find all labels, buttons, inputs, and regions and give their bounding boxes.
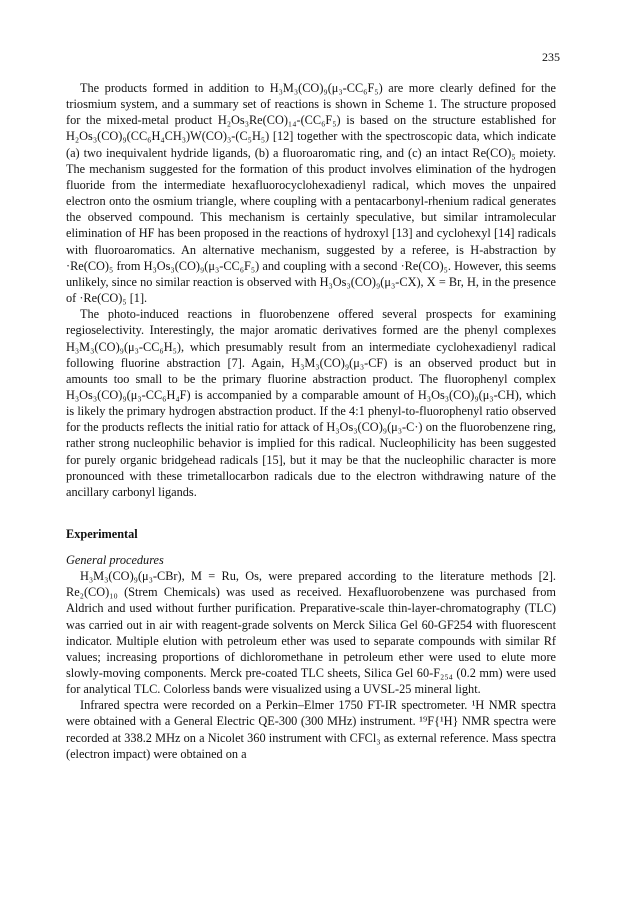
subsection-heading-general-procedures: General procedures — [66, 553, 164, 568]
paragraph-procedures: H₃M₃(CO)₉(μ₃-CBr), M = Ru, Os, were prepared according to the literature methods [2]. Re₂(CO)₁₀ (Strem Chemicals) was used as received. Hexafluorobenzene was purchased from Aldrich and used without further purification. Preparative-scale thin-layer-chromatography (TLC) was carried out in air with reagent-grade solvents on Merck Silica Gel 60-GF254 with fluorescent indicator. Multiple elution with petroleum ether was used to separate compounds with similar Rf values; increasing proportions of dichloromethane in petroleum ether were used to elute more slowly-moving components. Merck pre-coated TLC sheets, Silica Gel 60-F₂₅₄ (0.2 mm) were used for analytical TLC. Colorless bands were visualized using a UVSL-25 mineral light. — [66, 569, 556, 697]
paragraph-products: The products formed in addition to H₃M₃(CO)₉(μ₃-CC₆F₅) are more clearly defined for the triosmium system, and a summary set of reactions is shown in Scheme 1. The structure proposed for the mixed-metal product H₂Os₃Re(CO)₁₄-(CC₆F₅) is based on the structure established for H₂Os₃(CO)₉(CC₆H₄CH₃)W(CO)₃-(C₅H₅) [12] together with the spectroscopic data, which indicate (a) two inequivalent hydride ligands, (b) a fluoroaromatic ring, and (c) an intact Re(CO)₅ moiety. The mechanism suggested for the formation of this product involves elimination of the hydrogen fluoride from the intermediate hexafluorocyclohexadienyl radical, which moves the unpaired electron onto the osmium triangle, where coupling with a pentacarbonyl-rhenium radical generates the observed compound. This mechanism is certainly speculative, but similar intramolecular elimination of HF has been proposed in the reactions of hydroxyl [13] and cyclohexyl [14] radicals with fluoroaromatics. An alternative mechanism, suggested by a referee, is H-abstraction by ·Re(CO)₅ from H₃Os₃(CO)₉(μ₃-CC₆F₅) and coupling with a second ·Re(CO)₅. However, this seems unlikely, since no similar reaction is observed with H₃Os₃(CO)₉(μ₃-CX), X = Br, H, in the presence of ·Re(CO)₅ [1]. — [66, 81, 556, 306]
main-text — [66, 80, 556, 762]
page-number: 235 — [542, 50, 560, 64]
section-heading-experimental: Experimental — [66, 527, 138, 542]
paragraph-regioselectivity: The photo-induced reactions in fluorobenzene offered several prospects for examining regioselectivity. Interestingly, the major aromatic derivatives formed are the phenyl complexes H₃M₃(CO)₉(μ₃-CC₆H₅), which presumably result from an intermediate cyclohexadienyl radical following fluorine abstraction [7]. Again, H₃M₃(CO)₉(μ₃-CF) is an observed product but in amounts too small to be the primary fluorine abstraction product. The fluorophenyl complex H₃Os₃(CO)₉(μ₃-CC₆H₄F) is accompanied by a comparable amount of H₃Os₃(CO)₉(μ₃-CH), which is likely the primary hydrogen abstraction product. If the 4:1 phenyl-to-fluorophenyl ratio observed for the products reflects the initial ratio for attack of H₃Os₃(CO)₉(μ₃-C·) on the fluorobenzene ring, rather strong nucleophilic behavior is implied for this radical. Nucleophilicity has been suggested for purely organic bridgehead radicals [15], but it may be that the nucleophilic character is more pronounced with these trimetallocarbon radicals due to the electron withdrawing nature of the ancillary carbonyl ligands. — [66, 307, 556, 499]
paragraph-instruments: Infrared spectra were recorded on a Perkin–Elmer 1750 FT-IR spectrometer. ¹H NMR spectra were obtained with a General Electric QE-300 (300 MHz) instrument. ¹⁹F{¹H} NMR spectra were recorded at 338.2 MHz on a Nicolet 360 instrument with CFCl₃ as external reference. Mass spectra (electron impact) were obtained on a — [66, 698, 556, 761]
